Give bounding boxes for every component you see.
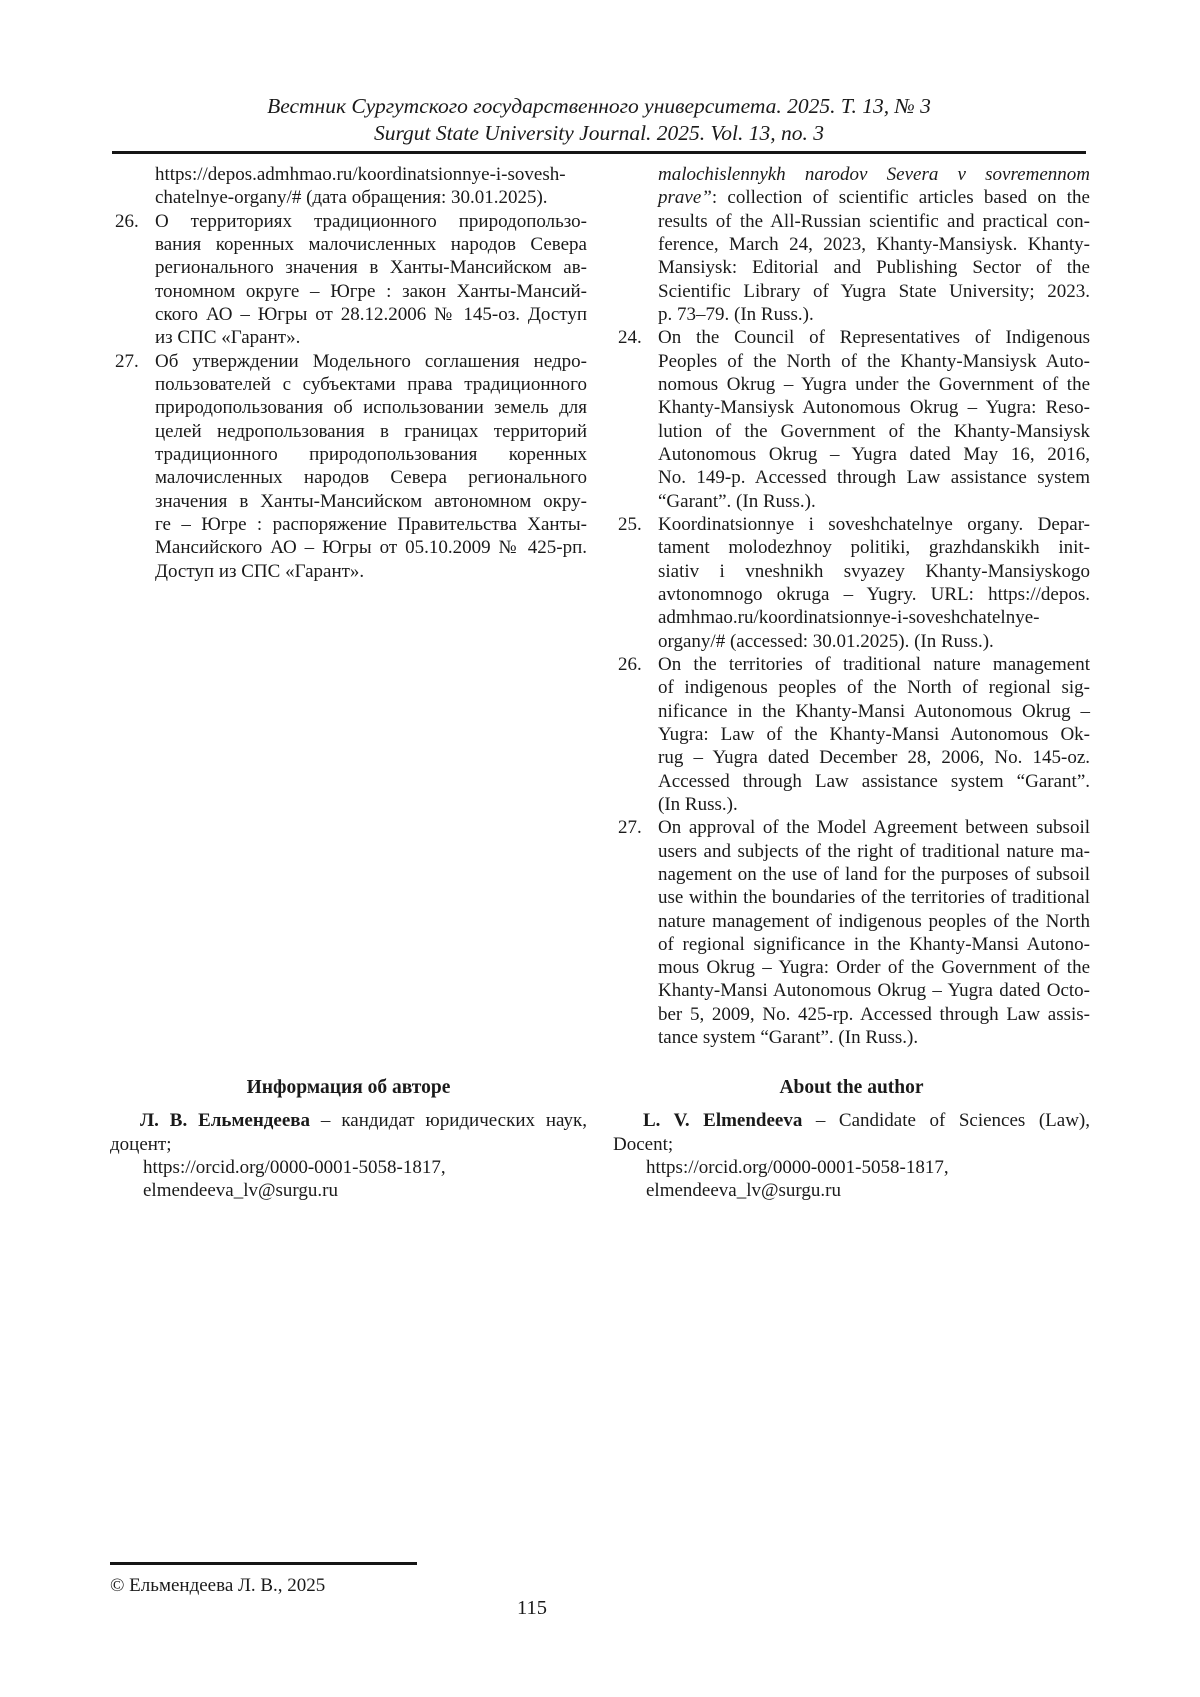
reference-line: users and subjects of the right of traditional nature ma- [658,840,1090,862]
reference-body [658,163,1090,326]
reference-line: No. 149-p. Accessed through Law assistance system [658,467,1090,489]
reference-item [613,163,1090,326]
references-list-en [613,163,1090,1049]
author-orcid-ru: https://orcid.org/0000-0001-5058-1817, [143,1156,446,1178]
references-section [110,163,1090,1049]
reference-line-italic: prave” [658,187,712,209]
reference-line: rug – Yugra dated December 28, 2006, No. 145-oz. [658,747,1090,769]
authors-section [110,1076,1090,1203]
reference-number: 26. [618,653,642,675]
reference-line: of regional significance in the Khanty-Mansi Autono- [658,933,1090,955]
reference-line: ге – Югре : распоряжение Правительства Ханты- [155,513,587,535]
author-email-ru: elmendeeva_lv@surgu.ru [143,1180,338,1202]
reference-line: tament molodezhnoy politiki, grazhdanskikh init- [658,537,1090,559]
reference-line: пользователей с субъектами права традиционного [155,373,587,395]
reference-line: https://depos.admhmao.ru/koordinatsionnye-i-sovesh- [155,164,566,185]
reference-line: lution of the Government of the Khanty-Mansiysk [658,420,1090,442]
reference-line: tance system “Garant”. (In Russ.). [658,1027,919,1049]
author-position-ru: доцент; [110,1133,172,1155]
references-list-ru [110,163,587,1049]
author-block-en [613,1076,1090,1203]
page-number: 115 [517,1597,547,1619]
author-heading-ru: Информация об авторе [246,1077,451,1098]
reference-body [658,653,1090,816]
reference-number: 26. [115,210,139,232]
reference-line-italic: malochislennykh narodov Severa v sovremennom [658,164,1090,185]
reference-line: nomous Okrug – Yugra under the Government of the [658,373,1090,395]
reference-line: малочисленных народов Севера регионального [155,467,587,489]
reference-body [155,163,587,210]
reference-line: nagement on the use of land for the purposes of subsoil [658,863,1090,885]
reference-line: Koordinatsionnye i soveshchatelnye organy. Depar- [658,513,1090,535]
reference-line: nature management of indigenous peoples of the North [658,910,1090,932]
reference-line: chatelnye-organy/# (дата обращения: 30.01.2025). [155,187,548,209]
reference-body [658,816,1090,1049]
reference-number: 24. [618,327,642,349]
reference-line: Khanty-Mansiysk Autonomous Okrug – Yugra: Reso- [658,397,1090,419]
running-head [110,93,1088,147]
author-description-en [613,1109,1090,1132]
reference-line: Autonomous Okrug – Yugra dated May 16, 2016, [658,443,1090,465]
reference-line: “Garant”. (In Russ.). [658,490,816,512]
reference-line: целей недропользования в границах территорий [155,420,587,442]
reference-body [658,513,1090,653]
reference-line: вания коренных малочисленных народов Севера [155,233,587,255]
reference-line: Peoples of the North of the Khanty-Mansiysk Auto- [658,350,1090,372]
reference-line: Khanty-Mansi Autonomous Okrug – Yugra dated Octo- [658,980,1090,1002]
header-rule [112,151,1086,154]
reference-line: традиционного природопользования коренных [155,443,587,465]
reference-line: ского АО – Югры от 28.12.2006 № 145-оз. Доступ [155,303,587,325]
author-block-ru [110,1076,587,1203]
author-name-en: L. V. Elmendeeva [643,1110,803,1132]
reference-line: Accessed through Law assistance system “Garant”. [658,770,1090,792]
reference-line: On the Council of Representatives of Indigenous [658,327,1090,349]
reference-line: nificance in the Khanty-Mansi Autonomous Okrug – [658,700,1090,722]
reference-line: природопользования об использовании земель для [155,397,587,419]
author-email-en: elmendeeva_lv@surgu.ru [646,1180,841,1202]
reference-item [613,816,1090,1049]
author-name-ru: Л. В. Ельмендеева [140,1110,311,1132]
reference-line: avtonomnogo okruga – Yugry. URL: https://depos. [658,583,1090,605]
reference-number [110,163,155,210]
reference-line: p. 73–79. (In Russ.). [658,303,814,325]
reference-line: ference, March 24, 2023, Khanty-Mansiysk. Khanty- [658,233,1090,255]
author-position-en: Docent; [613,1133,674,1155]
author-orcid-en: https://orcid.org/0000-0001-5058-1817, [646,1156,949,1178]
reference-line: On the territories of traditional nature management [658,653,1090,675]
reference-line: Scientific Library of Yugra State University; 2023. [658,280,1090,302]
reference-item [110,350,587,583]
reference-line: (In Russ.). [658,793,738,815]
reference-line: значения в Ханты-Мансийском автономном окру- [155,490,587,512]
reference-line [658,163,1090,186]
reference-line: тономном округе – Югре : закон Ханты-Мансий- [155,280,587,302]
reference-line: О территориях традиционного природопользо- [155,210,587,232]
reference-line: On approval of the Model Agreement between subsoil [658,817,1090,839]
reference-line: results of the All-Russian scientific and practical con- [658,210,1090,232]
reference-number [613,163,658,326]
reference-item [110,163,587,210]
reference-line: Доступ из СПС «Гарант». [155,560,365,582]
reference-item [613,513,1090,653]
reference-body [155,210,587,350]
author-degree-ru: – кандидат юридических наук, [310,1110,587,1132]
footnote-rule [110,1562,417,1565]
reference-line: siativ i vneshnikh svyazey Khanty-Mansiyskogo [658,560,1090,582]
reference-body [658,326,1090,513]
reference-line: of indigenous peoples of the North of regional sig- [658,677,1090,699]
reference-item [613,326,1090,513]
reference-line: Mansiysk: Editorial and Publishing Sector of the [658,257,1090,279]
reference-line: organy/# (accessed: 30.01.2025). (In Russ.). [658,630,994,652]
reference-line: из СПС «Гарант». [155,327,301,349]
copyright-notice: © Ельмендеева Л. В., 2025 [110,1575,326,1596]
reference-line: Об утверждении Модельного соглашения недро- [155,350,587,372]
reference-number: 27. [618,817,642,839]
running-head-line-ru: Вестник Сургутского государственного университета. 2025. Т. 13, № 3 [267,94,931,118]
reference-line: ber 5, 2009, No. 425-rp. Accessed through Law assis- [658,1003,1090,1025]
reference-line: mous Okrug – Yugra: Order of the Government of the [658,957,1090,979]
reference-line: регионального значения в Ханты-Мансийском ав- [155,257,587,279]
reference-item [613,653,1090,816]
author-description-ru [110,1109,587,1132]
reference-number: 25. [618,513,642,535]
reference-number: 27. [115,350,139,372]
reference-line: use within the boundaries of the territories of traditional [658,887,1090,909]
reference-item [110,210,587,350]
running-head-line-en: Surgut State University Journal. 2025. Vol. 13, no. 3 [373,121,825,145]
reference-line: Yugra: Law of the Khanty-Mansi Autonomous Ok- [658,723,1090,745]
reference-line: prave”: collection of scientific articles based on the [658,187,1090,209]
author-degree-en: – Candidate of Sciences (Law), [802,1110,1090,1132]
author-heading-en: About the author [779,1077,924,1098]
reference-body [155,350,587,583]
reference-line: admhmao.ru/koordinatsionnye-i-soveshchatelnye- [658,607,1040,629]
reference-line: Мансийского АО – Югры от 05.10.2009 № 425-рп. [155,537,587,559]
